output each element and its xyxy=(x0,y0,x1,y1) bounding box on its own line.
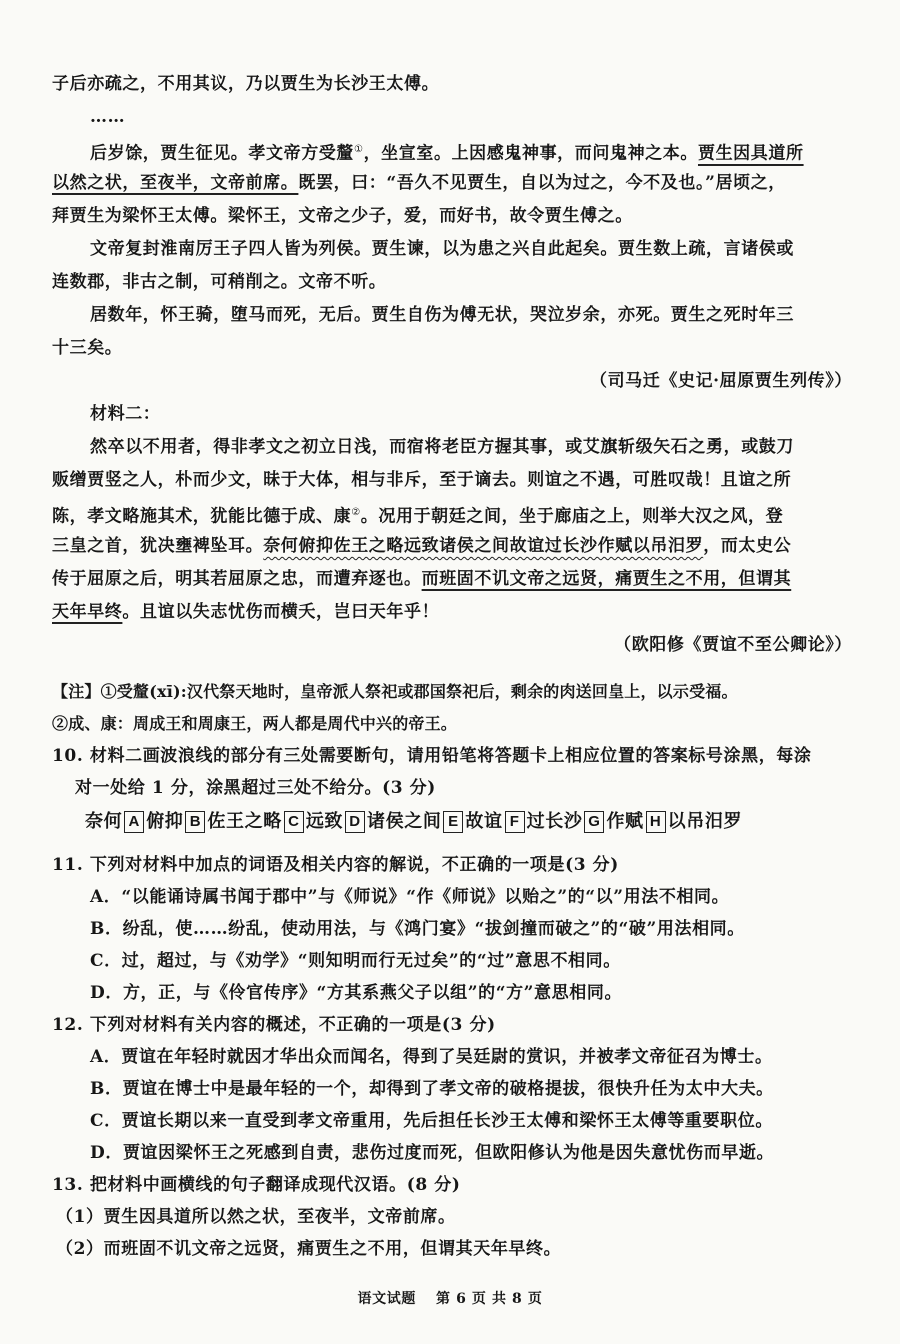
underlined-sentence: 贾生因具道所 xyxy=(697,143,804,164)
translation-item-1: （1）贾生因具道所以然之状，至夜半，文帝前席。 xyxy=(56,1207,456,1227)
option-a: A．贾谊在年轻时就因才华出众而闻名，得到了吴廷尉的赏识，并被孝文帝征召为博士。 xyxy=(90,1047,773,1067)
option-b: B．纷乱，使……纷乱，使动用法，与《鸿门宴》“拔剑撞而破之”的“破”用法相同。 xyxy=(90,919,745,939)
answer-box-c[interactable]: C xyxy=(284,811,304,833)
answer-box-a[interactable]: A xyxy=(124,811,144,833)
note-line: 【注】①受釐(xī):汉代祭天地时，皇帝派人祭祀或郡国祭祀后，剩余的肉送回皇上，以示受福。 xyxy=(52,682,738,701)
underlined-sentence: 而班固不讥文帝之远贤，痛贾生之不用，但谓其 xyxy=(421,569,792,589)
passage-line: 子后亦疏之，不用其议，乃以贾生为长沙王太傅。 xyxy=(52,74,440,94)
question-11-stem: 11. 下列对材料中加点的词语及相关内容的解说，不正确的一项是(3 分) xyxy=(52,855,619,875)
answer-box-f[interactable]: F xyxy=(505,811,525,833)
passage-line: 陈，孝文略施其术，犹能比德于成、康②。况用于朝廷之间，坐于廊庙之上，则举大汉之风，登 xyxy=(52,506,784,527)
material-two-title: 材料二： xyxy=(90,404,161,424)
answer-box-h[interactable]: H xyxy=(646,811,666,833)
option-c: C．过，超过，与《劝学》“则知明而行无过矣”的“过”意思不相同。 xyxy=(90,951,621,971)
answer-box-b[interactable]: B xyxy=(185,811,205,833)
answer-box-d[interactable]: D xyxy=(345,811,365,833)
option-d: D．贾谊因梁怀王之死感到自责，悲伤过度而死，但欧阳修认为他是因失意忧伤而早逝。 xyxy=(90,1143,775,1163)
question-12-stem: 12. 下列对材料有关内容的概述，不正确的一项是(3 分) xyxy=(52,1015,496,1035)
question-13-stem: 13. 把材料中画横线的句子翻译成现代汉语。(8 分) xyxy=(52,1175,461,1195)
question-10-stem: 对一处给 1 分，涂黑超过三处不给分。(3 分) xyxy=(75,778,436,798)
footnote-marker: ② xyxy=(351,507,361,518)
passage-line: 传于屈原之后，明其若屈原之忠，而遭弃逐也。而班固不讥文帝之远贤，痛贾生之不用，但谓其 xyxy=(52,569,792,589)
question-10-stem: 10. 材料二画波浪线的部分有三处需要断句，请用铅笔将答题卡上相应位置的答案标号涂黑，每涂 xyxy=(52,746,812,766)
passage-line: 以然之状，至夜半，文帝前席。既罢，曰：“吾久不见贾生，自以为过之，今不及也。”居顷之， xyxy=(52,173,786,193)
option-a: A．“以能诵诗属书闻于郡中”与《师说》“作《师说》以贻之”的“以”用法不相同。 xyxy=(90,887,730,907)
underlined-sentence: 以然之状，至夜半，文帝前席。 xyxy=(52,173,299,193)
answer-box-g[interactable]: G xyxy=(584,811,604,833)
underlined-sentence: 天年早终 xyxy=(52,602,123,622)
source-citation: （司马迁《史记·屈原贾生列传》） xyxy=(589,371,852,391)
passage-line: 三皇之首，犹决壅裨坠耳。奈何俯抑佐王之略远致诸侯之间故谊过长沙作赋以吊汨罗，而太史公 xyxy=(52,536,792,556)
option-d: D．方，正，与《伶官传序》“方其系燕父子以组”的“方”意思相同。 xyxy=(90,983,623,1003)
option-c: C．贾谊长期以来一直受到孝文帝重用，先后担任长沙王太傅和梁怀王太傅等重要职位。 xyxy=(90,1111,773,1131)
passage-line: 拜贾生为梁怀王太傅。梁怀王，文帝之少子，爱，而好书，故令贾生傅之。 xyxy=(52,206,633,226)
passage-line: 居数年，怀王骑，堕马而死，无后。贾生自伤为傅无状，哭泣岁余，亦死。贾生之死时年三 xyxy=(90,305,794,325)
option-b: B．贾谊在博士中是最年轻的一个，却得到了孝文帝的破格提拔，很快升任为太中大夫。 xyxy=(90,1079,774,1099)
passage-line: 十三矣。 xyxy=(52,338,123,358)
punctuation-sequence: 奈何 A 俯抑 B 佐王之略 C 远致 D 诸侯之间 E 故谊 F 过长沙 G 作赋 H 以吊汨罗 xyxy=(85,811,743,832)
wavy-underlined-text: 奈何俯抑佐王之略远致诸侯之间故谊过长沙作赋以吊汨罗 xyxy=(263,536,704,556)
passage-line: 贩缯贾竖之人，朴而少文，昧于大体，相与非斥，至于谪去。则谊之不遇，可胜叹哉！且谊之所 xyxy=(52,470,792,490)
passage-line: 后岁馀，贾生征见。孝文帝方受釐①，坐宣室。上因感鬼神事，而问鬼神之本。贾生因具道所 xyxy=(90,143,804,164)
translation-item-2: （2）而班固不讥文帝之远贤，痛贾生之不用，但谓其天年早终。 xyxy=(56,1239,562,1259)
passage-line: 然卒以不用者，得非孝文之初立日浅，而宿将老臣方握其事，或艾旗斩级矢石之勇，或鼓刀 xyxy=(90,437,794,457)
passage-line: 文帝复封淮南厉王子四人皆为列侯。贾生谏，以为患之兴自此起矣。贾生数上疏，言诸侯或 xyxy=(90,239,794,259)
ellipsis: …… xyxy=(90,107,126,127)
answer-box-e[interactable]: E xyxy=(443,811,463,833)
source-citation: （欧阳修《贾谊不至公卿论》） xyxy=(614,635,852,655)
passage-line: 连数郡，非古之制，可稍削之。文帝不听。 xyxy=(52,272,387,292)
passage-line: 天年早终。且谊以失志忧伤而横夭，岂曰天年乎！ xyxy=(52,602,440,622)
page-footer: 语文试题 第 6 页 共 8 页 xyxy=(357,1291,543,1307)
footnote-marker: ① xyxy=(354,144,364,155)
note-line: ②成、康：周成王和周康王，两人都是周代中兴的帝王。 xyxy=(52,714,458,733)
